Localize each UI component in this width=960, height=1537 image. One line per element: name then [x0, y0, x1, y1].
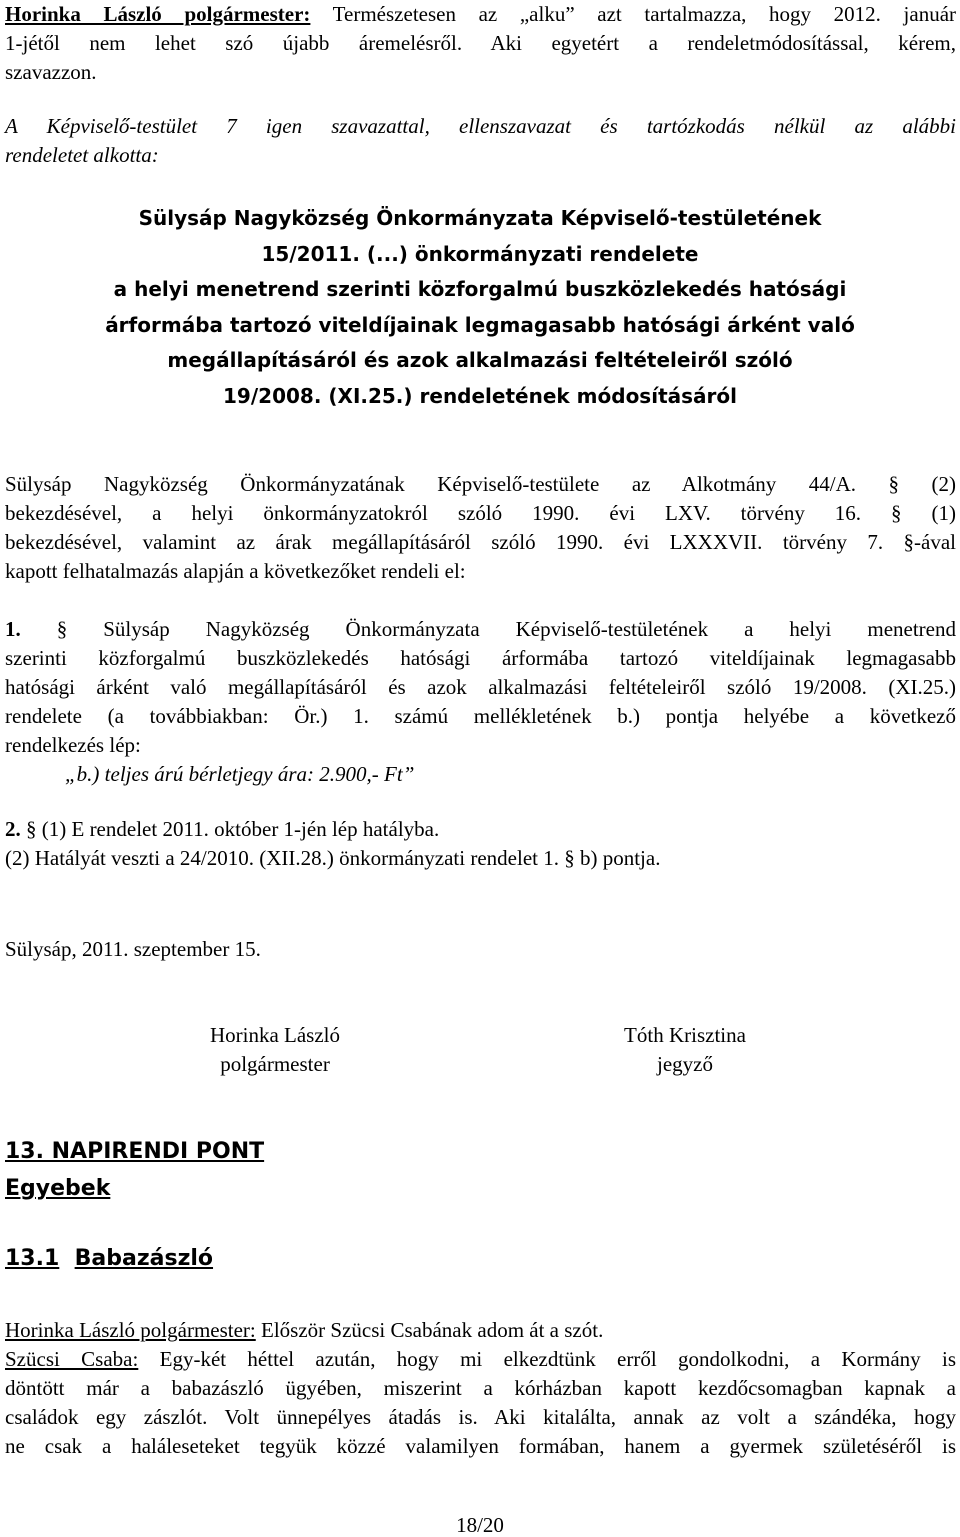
discussion-line-4: családok egy zászlót. Volt ünnepélyes átadás is. Aki kitalálta, annak az volt a szándéka, hogy — [5, 1405, 956, 1429]
preamble-line-2: bekezdésével, a helyi önkormányzatokról szóló 1990. évi LXV. törvény 16. § (1) — [5, 501, 956, 525]
signature-title: jegyző — [657, 1052, 713, 1076]
section-1-line-2: szerinti közforgalmú buszközlekedés hatósági árformába tartozó viteldíjainak legmagasabb — [5, 646, 956, 670]
section-2 — [5, 815, 956, 873]
signature-name: Horinka László — [209, 1023, 341, 1047]
signature-mayor — [190, 1021, 360, 1079]
subpoint-number: 13.1 — [5, 1246, 60, 1271]
signature-title: polgármester — [220, 1052, 330, 1076]
section-1-line-1 — [5, 615, 956, 644]
decree-title-line-4: árformába tartozó viteldíjainak legmagasabb hatósági árként való — [105, 313, 855, 337]
place-date: Sülysáp, 2011. szeptember 15. — [5, 937, 261, 961]
page-number: 18/20 — [456, 1513, 504, 1537]
vote-line-1: A Képviselő-testület 7 igen szavazattal, ellenszavazat és tartózkodás nélkül az alábbi — [5, 114, 956, 138]
vote-statement — [5, 112, 956, 170]
preamble-paragraph — [5, 470, 956, 586]
section-2-number: 2. — [5, 817, 21, 841]
preamble-line-1: Sülysáp Nagyközség Önkormányzatának Képviselő-testülete az Alkotmány 44/A. § (2) — [5, 472, 956, 496]
intro-paragraph — [5, 0, 956, 87]
section-2-line-2: (2) Hatályát veszti a 24/2010. (XII.28.) önkormányzati rendelet 1. § b) pontja. — [5, 846, 661, 870]
section-1 — [5, 615, 956, 789]
section-1-line-3: hatósági árként való megállapításáról és azok alkalmazási feltételeiről szóló 19/2008. (XI.25.) — [5, 675, 956, 699]
section-1-number: 1. — [5, 617, 21, 641]
section-2-text: § (1) E rendelet 2011. október 1-jén lép hatályba. — [26, 817, 440, 841]
signature-notary — [600, 1021, 770, 1079]
agenda-topic-heading: Egyebek — [5, 1176, 111, 1201]
preamble-line-4: kapott felhatalmazás alapján a következőket rendeli el: — [5, 559, 466, 583]
section-1-quote: „b.) teljes árú bérletjegy ára: 2.900,- Ft” — [65, 762, 415, 786]
section-1-line-4: rendelete (a továbbiakban: Ör.) 1. számú mellékletének b.) pontja helyébe a következő — [5, 704, 956, 728]
discussion-line-3: döntött már a babazászló ügyében, miszerint a kórházban kapott kezdőcsomagban kapnak a — [5, 1376, 956, 1400]
decree-title-line-5: megállapításáról és azok alkalmazási feltételeiről szóló — [167, 348, 793, 372]
decree-title-line-1: Sülysáp Nagyközség Önkormányzata Képviselő-testületének — [138, 206, 822, 230]
decree-title-line-3: a helyi menetrend szerinti közforgalmú buszközlekedés hatósági — [113, 277, 847, 301]
intro-text: Természetesen az „alku” azt tartalmazza, hogy 2012. január — [332, 2, 957, 26]
section-1-line-5: rendelkezés lép: — [5, 733, 141, 757]
speaker-name: Horinka László polgármester: — [5, 2, 311, 26]
preamble-line-3: bekezdésével, valamint az árak megállapításáról szóló 1990. évi LXXXVII. törvény 7. §-ával — [5, 530, 956, 554]
discussion-line-2 — [5, 1345, 956, 1374]
agenda-subpoint-heading — [5, 1246, 213, 1271]
vote-line-2: rendeletet alkotta: — [5, 143, 159, 167]
agenda-point-heading: 13. NAPIRENDI PONT — [5, 1139, 265, 1164]
discussion-text: Először Szücsi Csabának adom át a szót. — [261, 1318, 604, 1342]
subpoint-title: Babazászló — [74, 1246, 214, 1271]
signature-name: Tóth Krisztina — [624, 1023, 746, 1047]
section-2-line-1 — [5, 815, 956, 844]
section-1-text: § Sülysáp Nagyközség Önkormányzata Képviselő-testületének a helyi menetrend — [56, 617, 956, 641]
decree-title-line-6: 19/2008. (XI.25.) rendeletének módosításáról — [223, 384, 737, 408]
intro-line-3: szavazzon. — [5, 60, 97, 84]
intro-line-2: 1-jétől nem lehet szó újabb áremelésről. Aki egyetért a rendeletmódosítással, kérem, — [5, 31, 956, 55]
discussion-line-1 — [5, 1316, 956, 1345]
discussion-text: Egy-két héttel azután, hogy mi elkezdtünk erről gondolkodni, a Kormány is — [159, 1347, 957, 1371]
decree-title-line-2: 15/2011. (...) önkormányzati rendelete — [261, 242, 699, 266]
discussion-line-5: ne csak a haláleseteket tegyük közzé valamilyen formában, hanem a gyermek születéséről is — [5, 1434, 956, 1458]
speaker-name: Horinka László polgármester: — [5, 1318, 256, 1342]
intro-line-1 — [5, 0, 956, 29]
discussion — [5, 1316, 956, 1461]
speaker-name: Szücsi Csaba: — [5, 1347, 139, 1371]
